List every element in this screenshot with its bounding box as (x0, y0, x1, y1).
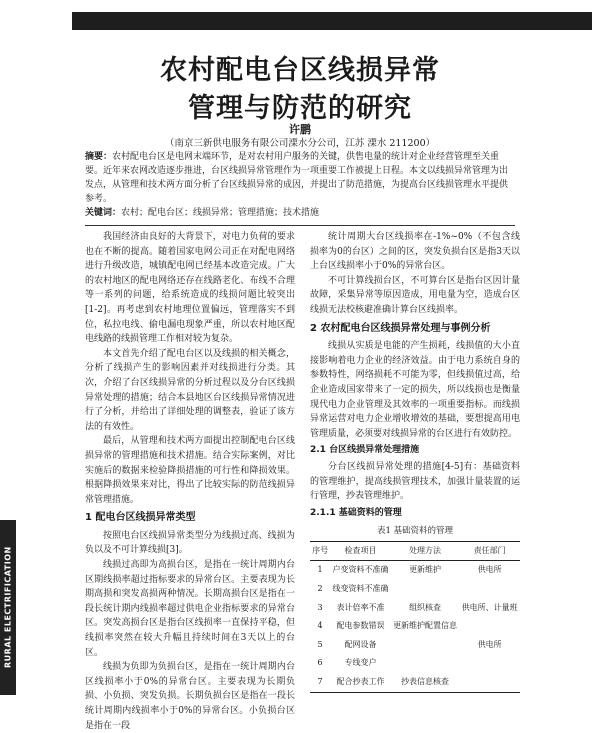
abstract-block (85, 150, 515, 220)
table-cell: 配电参数错误 (336, 621, 385, 631)
abstract-text: 农村配电台区是电网末端环节，是对农村用户服务的关键，供售电量的统计对企业经营管理至关重要。近年来农网改造逐步推进，台区线损异常管理作为一项重要工作被提上日程。本文以线损异常管理为出发点，从管理和技术两方面分析了台区线损异常的成因，并提出了防范措施，为提高台区线损管理水平提供参考。 (85, 152, 509, 204)
table-row (310, 673, 520, 692)
paragraph: 我国经济由良好的大背景下，对电力负荷的要求也在不断的提高。随着国家电网公司正在对配电网络进行升级改造，城镇配电网已经基本改造完成。广大的农村地区的配电网络还存在线路老化、布线不合理等一系列的问题，给系统造成的线损问题比较突出[1-2]。再考虑到农村地理位置偏远，管理落实不到位，私拉电线、偷电漏电现象严重，所以农村地区配电线路的线损管理工作相对较为复杂。 (85, 232, 295, 345)
table-row (310, 636, 520, 655)
table-header-cell: 序号 (310, 541, 330, 561)
table-header-cell: 责任部门 (459, 541, 520, 561)
paragraph: 线损过高即为高损台区，是指在一统计周期内台区期线损率超过指标要求的异常台区。主要表现为长期高损和突发高损两种情况。长期高损台区是指在一段长统计期内线损率超过供电企业指标要求的异常台区。突发高损台区是指台区线损率一直保持平稳，但线损率突然在较大升幅且持续时间在3天以上的台区。 (85, 560, 295, 658)
table-cell: 1 (317, 565, 323, 575)
right-column (310, 230, 520, 693)
table-cell: 更新维护 (409, 565, 442, 575)
paragraph: 本文首先介绍了配电台区以及线损的相关概念，分析了线损产生的影响因素并对线损进行分类。其次，介绍了台区线损异常的分析过程以及分台区线损异常处理的措施；结合本县地区台区线损异常情况进行了分析，并给出了详细处理的调整表，验证了该方法的有效性。 (85, 348, 295, 432)
table-cell: 4 (317, 621, 323, 631)
table-header-row (310, 541, 520, 561)
table-cell: 供电所、计量班 (461, 602, 518, 612)
management-table (310, 541, 520, 693)
paragraph: 按照电台区线损异常类型分为线损过高、线损为负以及不可计算线损[3]。 (85, 530, 295, 556)
paragraph: 线损从实质是电能的产生损耗，线损值的大小直接影响着电力企业的经济效益。由于电力系统自身的参数特性，网络损耗不可能为零，但线损值过高，给企业造成国家带来了一定的损失，所以线损也是衡量现代电力企业管理及其效率的一项重要指标。而线损异常运营对电力企业增收增效的基础，要想提高用电管理质量，必须要对线损异常的台区进行有效防控。 (310, 341, 520, 439)
left-column (85, 230, 295, 733)
table-cell: 配合抄表工作 (330, 673, 391, 692)
paragraph: 分台区线损异常处理的措施[4-5]有：基础资料的管理维护，提高线损管理技术，加强计量装置的运行管理，抄表管理维护。 (310, 461, 520, 502)
table-cell (391, 654, 460, 673)
table-cell (391, 636, 460, 655)
abstract-label: 摘要： (85, 152, 113, 162)
table-cell: 线变资料不准确 (332, 584, 389, 594)
table-caption: 表1 基础资料的管理 (376, 526, 454, 537)
table-cell: 7 (310, 673, 330, 692)
section-heading-1: 1 配电台区线损异常类型 (85, 512, 196, 524)
paper-title-line2: 管理与防范的研究 (188, 93, 412, 124)
keywords (85, 206, 515, 220)
section-heading-2: 2 农村配电台区线损异常处理与事例分析 (310, 322, 491, 334)
keywords-label: 关键词： (85, 208, 122, 218)
table-cell: 配网设备 (344, 639, 377, 649)
table-cell: 抄表信息核查 (391, 673, 460, 692)
table-header-cell: 处理方法 (391, 541, 460, 561)
author: 许鹏 (289, 123, 311, 136)
subsection-heading-2-1-1: 2.1.1 基础资料的管理 (310, 507, 402, 518)
subsection-heading-2-1: 2.1 台区线损异常处理措施 (310, 445, 420, 456)
paragraph: 最后，从管理和技术两方面提出控制配电台区线损异常的管理措施和技术措施。结合实际案例，对比实施后的数据来检验降损措施的可行性和降损效果。根据降损效果来对比，得出了比较实际的防范线损异常管理措施。 (85, 436, 295, 505)
table-cell: 专线变户 (344, 658, 377, 668)
table-cell: 5 (317, 639, 323, 649)
journal-header-bar (72, 12, 592, 30)
paper-title-line1: 农村配电台区线损异常 (160, 55, 440, 86)
abstract-divider (85, 225, 515, 226)
table-cell: 3 (317, 602, 323, 612)
table-cell: 供电所 (477, 565, 502, 575)
table-row (310, 654, 520, 673)
paragraph: 不可计算线损台区，不可算台区是指台区因计量故障，采集异常等原因造成，用电量为空，造成台区线损无法校核避准确计算台区线损率。 (310, 275, 520, 315)
journal-side-label: RURAL ELECTRIFICATION (0, 520, 16, 695)
affiliation: （南京三新供电服务有限公司溧水分公司，江苏 溧水 211200） (164, 138, 436, 149)
table-row (310, 617, 520, 636)
table-header-cell: 检查项目 (330, 541, 391, 561)
table-cell: 户变资料不准确 (332, 565, 389, 575)
table-cell: 2 (317, 584, 323, 594)
paragraph: 统计周期大台区线损率在-1%~0%（不包含线损率为0的台区）之间的区，突发负损台区是指3天以上台区线损率小于0%的异常台区。 (310, 232, 520, 272)
table-cell (459, 617, 520, 636)
table-cell: 表计倍率不准 (336, 602, 385, 612)
table-row (310, 561, 520, 580)
table-cell (459, 673, 520, 692)
table-row (310, 580, 520, 599)
table-cell (391, 580, 460, 599)
table-cell: 更新维护配置信息 (393, 621, 458, 631)
table-row (310, 599, 520, 618)
table-cell: 供电所 (477, 639, 502, 649)
table-cell: 组织核查 (409, 602, 442, 612)
table-cell (459, 654, 520, 673)
abstract (85, 150, 515, 206)
table-cell: 6 (317, 658, 323, 668)
paragraph: 线损为负即为负损台区，是指在一统计周期内台区线损率小于0%的异常台区。主要表现为长期负损、小负损、突发负损。长期负损台区是指在一段长统计周期内线损率小于0%的异常台区。小负损台区是指在一段 (85, 662, 295, 731)
table-cell (459, 580, 520, 599)
keywords-text: 农村；配电台区；线损异常；管理措施；技术措施 (121, 208, 320, 218)
